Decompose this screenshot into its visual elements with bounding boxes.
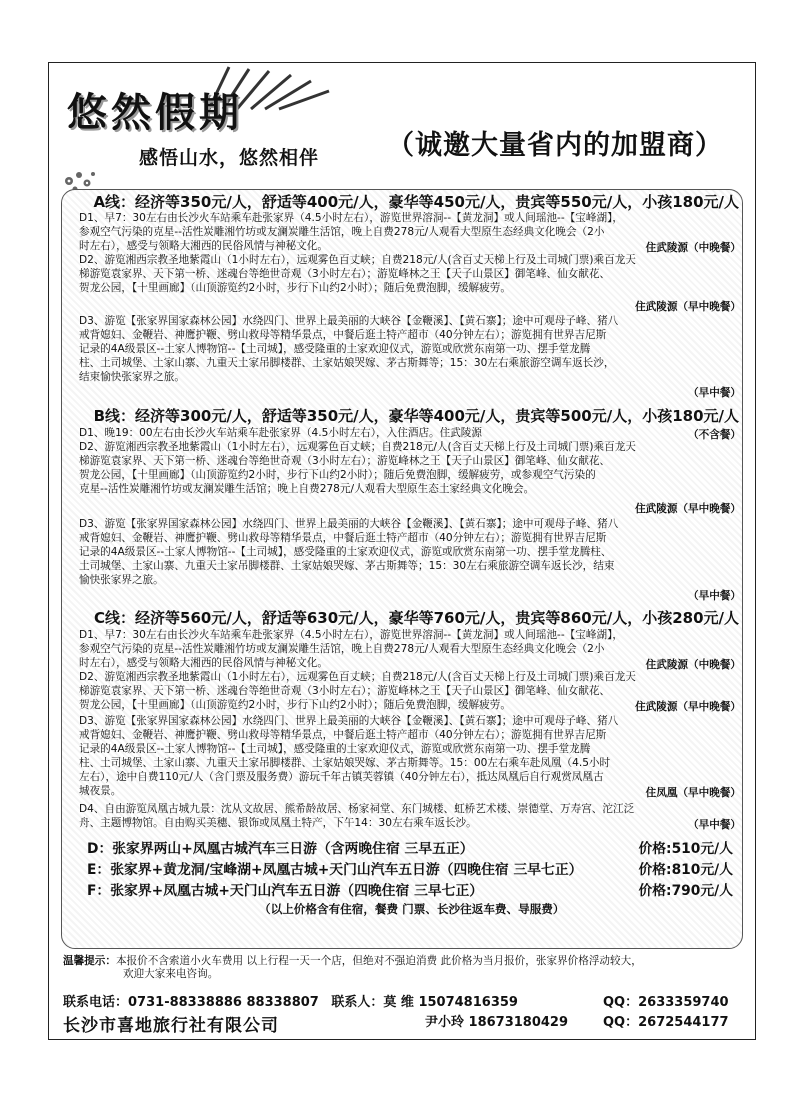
line-c-text: 城夜景。	[79, 785, 122, 797]
route-f-name: F：张家界+凤凰古城+天门山汽车五日游（四晚住宿 三早七正）	[87, 883, 484, 899]
line-a-day3-meal-tag: （早中餐）	[688, 387, 741, 399]
line-b-text: D3、游览【张家界国家森林公园】水绕四门、世界上最美丽的大峡谷【金鞭溪】、【黄石寨】；途中可观母子峰、猪八	[79, 518, 619, 530]
line-b-text: 土司城堡、土家山寨、九重天土家吊脚楼群、土家姑娘哭嫁、茅古斯舞等；15：30左右乘旅游空调车返长沙，结束	[79, 560, 615, 572]
route-f-price: 价格:790元/人	[638, 883, 733, 899]
line-a-text: 记录的4A级景区--土家人博物馆--【土司城】，感受隆重的土家欢迎仪式，游览或欣赏东南第一功、摆手堂龙腾	[79, 343, 591, 355]
route-f	[87, 879, 737, 899]
line-a-text: D1、早7：30左右由长沙火车站乘车赴张家界（4.5小时左右），游览世界溶洞--【黄龙洞】或人间瑶池--【宝峰湖】，	[79, 212, 623, 224]
line-a-text: 结束愉快张家界之旅。	[79, 371, 185, 383]
line-a-text: 参观空气污染的克星--活性炭雕湘竹坊或友澜炭雕生活馆，晚上自费278元/人观看大型原生态经典文化晚会（2小	[79, 226, 605, 238]
line-a-text: D2、游览湘西宗教圣地紫霞山（1小时左右），远观雾色百丈峡；自费218元/人(含百丈天梯上行及土司城门票)乘百龙天	[79, 254, 636, 266]
line-c-text: 时左右），感受与领略大湘西的民俗风情与神秘文化。	[79, 657, 328, 669]
line-b-day1-meal-tag: （不含餐）	[688, 429, 741, 441]
line-c-text: 舟、主题博物馆。自由购买美穗、银饰或凤凰土特产，下午14：30左右乘车返长沙。	[79, 817, 477, 829]
route-d-price: 价格:510元/人	[638, 841, 733, 857]
warm-tips	[63, 955, 743, 981]
line-c-text: 参观空气污染的克星--活性炭雕湘竹坊或友澜炭雕生活馆，晚上自费278元/人观看大型原生态经典文化晚会（2小	[79, 643, 605, 655]
line-a-day2-meal-tag: 住武陵源（早中晚餐）	[635, 301, 741, 313]
line-c-text: D3、游览【张家界国家森林公园】水绕四门、世界上最美丽的大峡谷【金鞭溪】、【黄石寨】；途中可观母子峰、猪八	[79, 715, 619, 727]
contact-qq-2: QQ：2672544177	[603, 1015, 729, 1030]
company-name: 长沙市喜地旅行社有限公司	[63, 1016, 279, 1036]
line-b-text: 贺龙公园，【十里画廊】（山顶游览约2小时，步行下山约2小时）；随后免费泡脚，缓解疲劳，或参观空气污染的	[79, 469, 596, 481]
line-b-text: D1、晚19：00左右由长沙火车站乘车赴张家界（4.5小时左右），入住酒店。住武陵源	[79, 427, 482, 439]
contact-row-1	[63, 991, 753, 1010]
route-e-price: 价格:810元/人	[638, 862, 733, 878]
price-inclusion-note: （以上价格含有住宿，餐费 门票、长沙往返车费、导服费）	[259, 902, 565, 916]
contact-phone-label: 联系电话：	[63, 995, 129, 1010]
tips-label: 温馨提示：	[63, 955, 116, 967]
line-a-text: 时左右），感受与领略大湘西的民俗风情与神秘文化。	[79, 240, 328, 252]
line-b-text: 记录的4A级景区--土家人博物馆--【土司城】，感受隆重的土家欢迎仪式，游览或欣赏东南第一功、摆手堂龙腾柱、	[79, 546, 612, 558]
line-b-text: 愉快张家界之旅。	[79, 574, 164, 586]
route-e	[87, 858, 737, 878]
flyer-page	[48, 62, 756, 1040]
line-c-text: 梯游览袁家界、天下第一桥、迷魂台等绝世奇观（3小时左右）；游览峰林之王【天子山景区】御笔峰、仙女献花、	[79, 685, 611, 697]
contact-qq-1: QQ：2633359740	[603, 995, 729, 1010]
line-b-price-header: B线：经济等300元/人，舒适等350元/人，豪华等400元/人，贵宾等500元/人，小孩180元/人	[93, 407, 739, 425]
contact-person-2: 尹小玲 18673180429	[425, 1015, 569, 1030]
line-a-price-header: A线：经济等350元/人，舒适等400元/人，豪华等450元/人，贵宾等550元/人，小孩180元/人	[93, 193, 739, 211]
line-c-day2-meal-tag: 住武陵源（早中晚餐）	[635, 701, 741, 713]
line-a-text: 柱、土司城堡、土家山寨、九重天土家吊脚楼群、土家姑娘哭嫁、茅古斯舞等；15：30左右乘旅游空调车返长沙，	[79, 357, 615, 369]
line-a-day1-meal-tag: 住武陵源（中晚餐）	[645, 242, 741, 254]
tips-line-1: 本报价不含索道小火车费用 以上行程一天一个店，但绝对不强迫消费 此价格为当月报价，张家界价格浮动较大，	[115, 955, 642, 967]
flyer-header	[49, 63, 755, 183]
route-d	[87, 837, 737, 857]
line-a-text: D3、游览【张家界国家森林公园】水绕四门、世界上最美丽的大峡谷【金鞭溪】、【黄石寨】；途中可观母子峰、猪八	[79, 315, 619, 327]
line-c-text: D2、游览湘西宗教圣地紫霞山（1小时左右），远观雾色百丈峡；自费218元/人(含百丈天梯上行及土司城门票)乘百龙天	[79, 671, 636, 683]
line-c-text: D1、早7：30左右由长沙火车站乘车赴张家界（4.5小时左右），游览世界溶洞--【黄龙洞】或人间瑶池--【宝峰湖】，	[79, 629, 623, 641]
line-b-text: 克星--活性炭雕湘竹坊或友澜炭雕生活馆；晚上自费278元/人观看大型原生态土家经典文化晚会。	[79, 483, 535, 495]
line-c-price-header: C线：经济等560元/人，舒适等630元/人，豪华等760元/人，贵宾等860元/人，小孩280元/人	[94, 609, 739, 627]
line-c-text: 左右），途中自费110元/人（含门票及服务费）游玩千年古镇芙蓉镇（40分钟左右），抵达凤凰后自行观赏凤凰古	[79, 771, 604, 783]
line-c-text: 贺龙公园，【十里画廊】（山顶游览约2小时，步行下山约2小时）；随后免费泡脚，缓解疲劳。	[79, 699, 511, 711]
line-b-text: 戒背媳妇、金鞭岩、神鹰护鞭、劈山救母等精华景点，中餐后逛土特产超市（40分钟左右）；游览拥有世界吉尼斯	[79, 532, 607, 544]
recruit-banner: （诚邀大量省内的加盟商）	[387, 130, 723, 161]
line-c-text: 记录的4A级景区--土家人博物馆--【土司城】，感受隆重的土家欢迎仪式，游览或欣赏东南第一功、摆手堂龙腾	[79, 743, 591, 755]
line-a-text: 戒背媳妇、金鞭岩、神鹰护鞭、劈山救母等精华景点，中餐后逛土特产超市（40分钟左右）；游览拥有世界吉尼斯	[79, 329, 607, 341]
route-e-name: E：张家界+黄龙洞/宝峰湖+凤凰古城+天门山汽车五日游（四晚住宿 三早七正）	[87, 862, 583, 878]
line-b-day2-meal-tag: 住武陵源（早中晚餐）	[635, 503, 741, 515]
line-b-text: D2、游览湘西宗教圣地紫霞山（1小时左右），远观雾色百丈峡；自费218元/人(含百丈天梯上行及土司城门票)乘百龙天	[79, 441, 636, 453]
line-a-text: 贺龙公园，【十里画廊】（山顶游览约2小时，步行下山约2小时）；随后免费泡脚，缓解疲劳。	[79, 282, 511, 294]
line-c-text: D4、自由游览凤凰古城九景：沈从文故居、熊希龄故居、杨家祠堂、东门城楼、虹桥艺术楼、崇德堂、万寿宫、沱江泛	[79, 803, 635, 815]
contact-person-label: 联系人：	[331, 995, 384, 1010]
line-a-text: 梯游览袁家界、天下第一桥、迷魂台等绝世奇观（3小时左右）；游览峰林之王【天子山景区】御笔峰、仙女献花、	[79, 268, 611, 280]
tips-line-2: 欢迎大家来电咨询。	[123, 968, 219, 980]
line-c-day1-meal-tag: 住武陵源（中晚餐）	[645, 659, 741, 671]
line-c-text: 柱、土司城堡、土家山寨、九重天土家吊脚楼群、土家姑娘哭嫁、茅古斯舞等。15：00左右乘车赴凤凰（4.5小时	[79, 757, 611, 769]
line-b-text: 梯游览袁家界、天下第一桥、迷魂台等绝世奇观（3小时左右）；游览峰林之王【天子山景区】御笔峰、仙女献花、	[79, 455, 611, 467]
contact-phones: 0731-88338886 88338807	[128, 995, 319, 1010]
route-d-name: D：张家界两山+凤凰古城汽车三日游（含两晚住宿 三早五正）	[87, 841, 474, 857]
brand-title: 悠然假期	[67, 90, 243, 136]
slogan: 感悟山水，悠然相伴	[139, 147, 320, 169]
line-c-day3-meal-tag: 住凤凰（早中晚餐）	[645, 787, 741, 799]
line-b-day3-meal-tag: （早中餐）	[688, 590, 741, 602]
line-c-day4-meal-tag: （早中餐）	[688, 819, 741, 831]
line-c-text: 戒背媳妇、金鞭岩、神鹰护鞭、劈山救母等精华景点，中餐后逛土特产超市（40分钟左右）；游览拥有世界吉尼斯	[79, 729, 607, 741]
contact-person-1: 莫 维 15074816359	[383, 995, 518, 1010]
